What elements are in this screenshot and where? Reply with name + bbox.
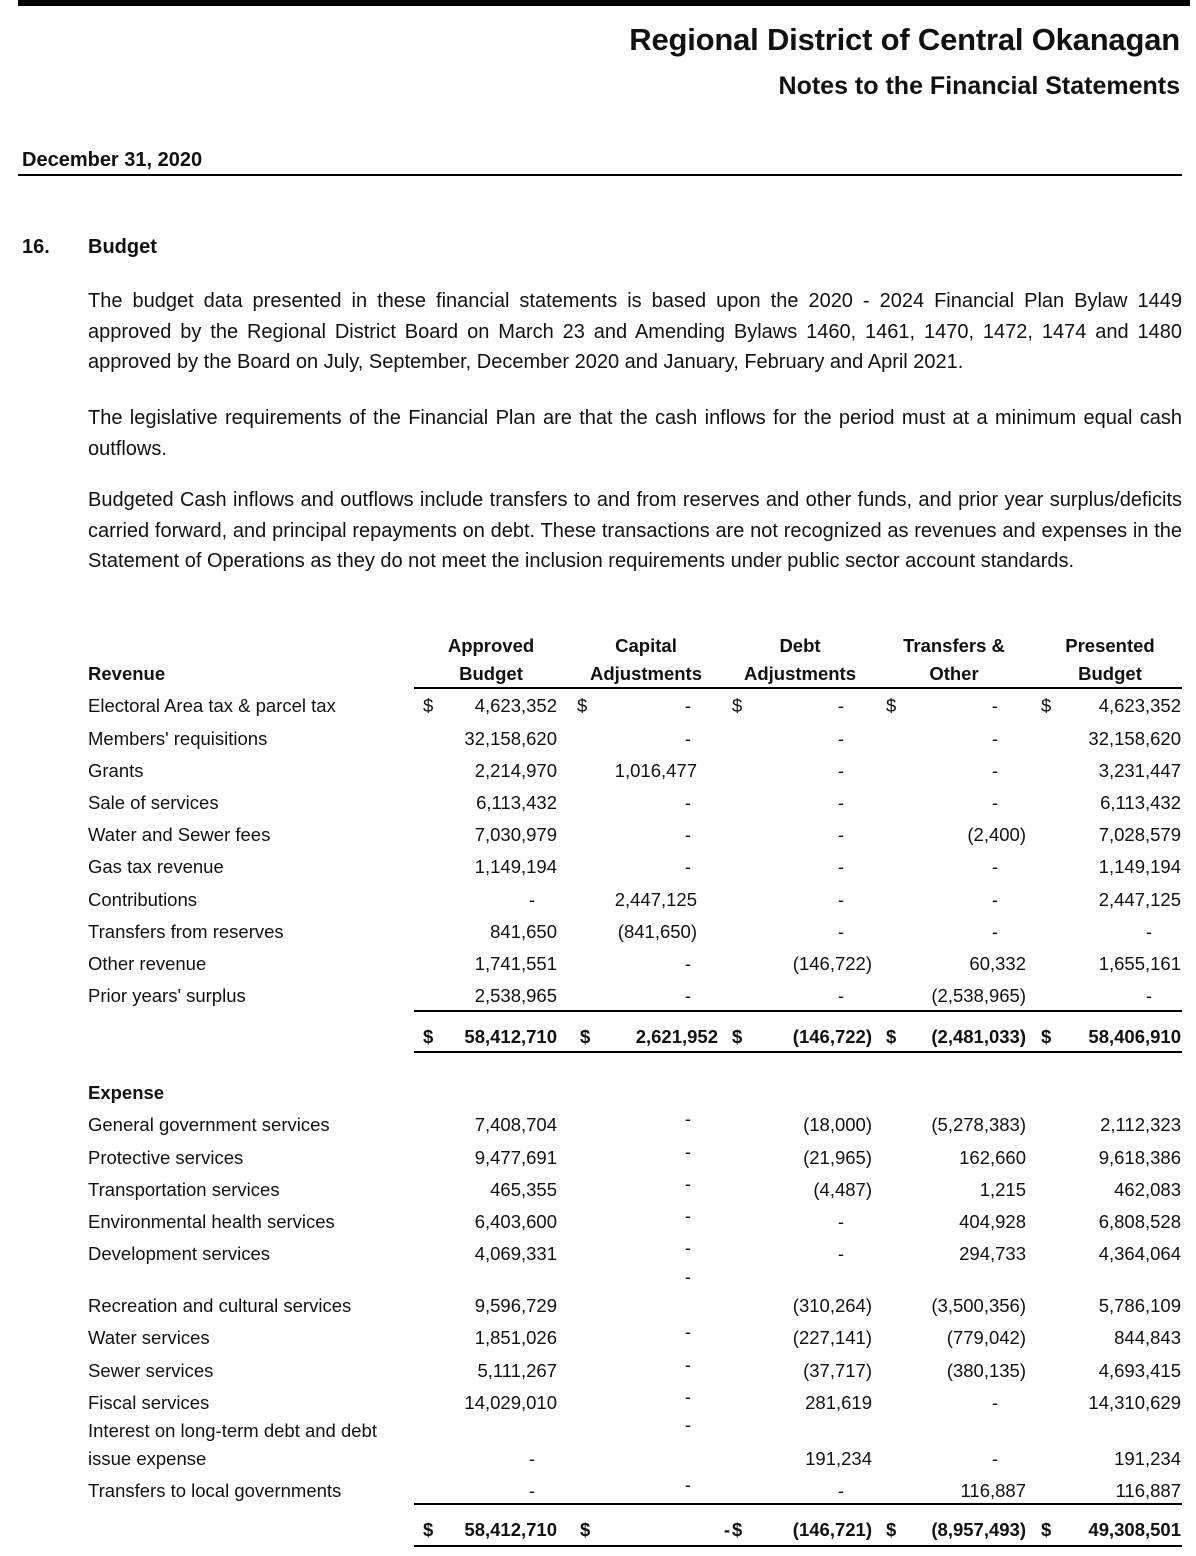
- revenue-total-cell: 2,621,952: [635, 1026, 718, 1047]
- table-cell: (310,264): [792, 1295, 872, 1316]
- table-cell: 14,029,010: [464, 1392, 557, 1413]
- table-cell: 2,112,323: [1100, 1114, 1181, 1135]
- table-cell: 6,808,528: [1098, 1211, 1181, 1232]
- row-label: Protective services: [88, 1147, 244, 1168]
- empty-value-dash: -: [684, 792, 691, 813]
- table-cell: 3,231,447: [1098, 760, 1181, 781]
- expense-total-cell: (146,721): [792, 1519, 872, 1540]
- column-header: Other: [929, 663, 979, 684]
- column-header: Transfers &: [903, 635, 1005, 656]
- row-label: Transportation services: [88, 1179, 280, 1200]
- currency-sign: $: [886, 1519, 897, 1540]
- table-cell: (37,717): [803, 1360, 872, 1381]
- table-cell: (227,141): [792, 1327, 872, 1348]
- table-cell: 841,650: [490, 921, 557, 942]
- empty-value-dash: -: [991, 1392, 998, 1413]
- statement-date: December 31, 2020: [22, 149, 203, 171]
- table-cell: 116,887: [960, 1480, 1026, 1501]
- expense-heading: Expense: [88, 1082, 165, 1103]
- table-cell: 1,655,161: [1098, 953, 1181, 974]
- row-label: Contributions: [88, 889, 198, 910]
- table-cell: 1,149,194: [1098, 856, 1181, 877]
- row-label: Water services: [88, 1327, 210, 1348]
- empty-value-dash: -: [684, 1474, 691, 1495]
- empty-value-dash: -: [837, 889, 844, 910]
- empty-value-dash: -: [837, 1243, 844, 1264]
- expense-total-cell: -: [723, 1519, 730, 1540]
- organization-title: Regional District of Central Okanagan: [629, 22, 1180, 57]
- empty-value-dash: -: [684, 1173, 691, 1194]
- row-label: Transfers from reserves: [88, 921, 284, 942]
- currency-sign: $: [886, 695, 897, 716]
- table-cell: (5,278,383): [931, 1114, 1026, 1135]
- table-cell: 162,660: [959, 1147, 1026, 1168]
- revenue-total-cell: 58,406,910: [1088, 1026, 1181, 1047]
- empty-value-dash: -: [684, 1108, 691, 1129]
- row-label: Members' requisitions: [88, 728, 268, 749]
- table-cell: 4,623,352: [474, 695, 557, 716]
- empty-value-dash: -: [684, 985, 691, 1006]
- row-label: Gas tax revenue: [88, 856, 224, 877]
- empty-value-dash: -: [528, 1480, 535, 1501]
- row-label: Other revenue: [88, 953, 207, 974]
- section-title: Budget: [88, 236, 157, 258]
- empty-value-dash: -: [991, 856, 998, 877]
- table-cell: 1,215: [979, 1179, 1026, 1200]
- table-cell: 9,618,386: [1098, 1147, 1181, 1168]
- table-cell: 404,928: [959, 1211, 1026, 1232]
- currency-sign: $: [732, 695, 743, 716]
- table-cell: 1,149,194: [474, 856, 557, 877]
- table-cell: 4,364,064: [1098, 1243, 1181, 1264]
- expense-total-cell: 58,412,710: [464, 1519, 557, 1540]
- column-header: Budget: [459, 663, 523, 684]
- table-cell: 32,158,620: [1088, 728, 1181, 749]
- currency-sign: $: [423, 1519, 434, 1540]
- table-cell: (3,500,356): [931, 1295, 1026, 1316]
- table-cell: 191,234: [1114, 1448, 1181, 1469]
- table-cell: 844,843: [1114, 1327, 1181, 1348]
- empty-value-dash: -: [991, 1448, 998, 1469]
- table-cell: 7,408,704: [474, 1114, 557, 1135]
- table-cell: 2,447,125: [1098, 889, 1181, 910]
- empty-value-dash: -: [837, 985, 844, 1006]
- empty-value-dash: -: [991, 792, 998, 813]
- empty-value-dash: -: [991, 889, 998, 910]
- table-cell: 6,113,432: [1100, 792, 1181, 813]
- paragraph: The budget data presented in these financial statements is based upon the 2020 - 2024 Financial Plan Bylaw 1449 approved by the Regional District Board on March 23 and Amending Bylaws 1460, 1461, 1470, 1472, 1474 and 1480 approved by the Board on July, September, December 2020 and January, February and April 2021.: [88, 290, 1182, 373]
- empty-value-dash: -: [684, 1354, 691, 1375]
- expense-total-cell: 49,308,501: [1088, 1519, 1181, 1540]
- empty-value-dash: -: [684, 1414, 691, 1435]
- subtotal-rule: [414, 1010, 1182, 1012]
- table-cell: (2,538,965): [931, 985, 1026, 1006]
- currency-sign: $: [886, 1026, 897, 1047]
- column-header: Approved: [447, 635, 535, 656]
- empty-value-dash: -: [684, 824, 691, 845]
- table-cell: 60,332: [969, 953, 1026, 974]
- table-cell: 6,403,600: [474, 1211, 557, 1232]
- table-cell: (2,400): [967, 824, 1026, 845]
- document-subtitle: Notes to the Financial Statements: [778, 72, 1180, 100]
- row-label: Environmental health services: [88, 1211, 335, 1232]
- table-cell: 462,083: [1114, 1179, 1181, 1200]
- currency-sign: $: [580, 1026, 591, 1047]
- table-cell: 294,733: [959, 1243, 1026, 1264]
- empty-value-dash: -: [991, 695, 998, 716]
- section-number: 16.: [22, 236, 50, 258]
- empty-value-dash: -: [684, 728, 691, 749]
- table-cell: 1,851,026: [474, 1327, 557, 1348]
- table-cell: 2,447,125: [614, 889, 697, 910]
- paragraph: Budgeted Cash inflows and outflows include transfers to and from reserves and other funds, and prior year surplus/deficits carried forward, and principal repayments on debt. These transactions are not recognized as revenues and expenses in the Statement of Operations as they do not meet the inclusion requirements under public sector account standards.: [88, 489, 1182, 572]
- row-label: Recreation and cultural services: [88, 1295, 352, 1316]
- table-cell: 9,596,729: [474, 1295, 557, 1316]
- table-cell: 281,619: [805, 1392, 872, 1413]
- revenue-heading: Revenue: [88, 663, 166, 684]
- row-label: Transfers to local governments: [88, 1480, 342, 1501]
- row-label: Sale of services: [88, 792, 219, 813]
- empty-value-dash: -: [837, 1211, 844, 1232]
- currency-sign: $: [577, 695, 588, 716]
- column-header: Budget: [1078, 663, 1142, 684]
- currency-sign: $: [580, 1519, 591, 1540]
- row-label: issue expense: [88, 1448, 207, 1469]
- row-label: Sewer services: [88, 1360, 214, 1381]
- empty-value-dash: -: [684, 1237, 691, 1258]
- column-header: Capital: [615, 635, 677, 656]
- empty-value-dash: -: [837, 824, 844, 845]
- empty-value-dash: -: [837, 1480, 844, 1501]
- table-cell: (18,000): [803, 1114, 872, 1135]
- total-rule: [414, 1545, 1182, 1547]
- empty-value-dash: -: [1145, 921, 1152, 942]
- revenue-total-cell: (146,722): [792, 1026, 872, 1047]
- table-cell: 4,069,331: [474, 1243, 557, 1264]
- table-cell: (380,135): [946, 1360, 1026, 1381]
- table-cell: 1,016,477: [614, 760, 697, 781]
- empty-value-dash: -: [837, 695, 844, 716]
- table-cell: 14,310,629: [1088, 1392, 1181, 1413]
- currency-sign: $: [423, 695, 434, 716]
- empty-value-dash: -: [837, 760, 844, 781]
- table-cell: 116,887: [1115, 1480, 1181, 1501]
- currency-sign: $: [732, 1519, 743, 1540]
- row-label: Water and Sewer fees: [88, 824, 271, 845]
- empty-value-dash: -: [1145, 985, 1152, 1006]
- empty-value-dash: -: [684, 1266, 691, 1287]
- row-label: Fiscal services: [88, 1392, 210, 1413]
- empty-value-dash: -: [991, 921, 998, 942]
- table-cell: 465,355: [490, 1179, 557, 1200]
- row-label: Interest on long-term debt and debt: [88, 1420, 377, 1441]
- table-cell: 9,477,691: [474, 1147, 557, 1168]
- table-cell: (4,487): [813, 1179, 872, 1200]
- empty-value-dash: -: [684, 953, 691, 974]
- total-rule: [414, 1051, 1182, 1053]
- empty-value-dash: -: [837, 792, 844, 813]
- empty-value-dash: -: [684, 1386, 691, 1407]
- column-header: Adjustments: [589, 663, 703, 684]
- table-cell: (21,965): [803, 1147, 872, 1168]
- column-header: Adjustments: [743, 663, 857, 684]
- row-label: Development services: [88, 1243, 270, 1264]
- table-cell: (779,042): [946, 1327, 1026, 1348]
- currency-sign: $: [732, 1026, 743, 1047]
- row-label: Electoral Area tax & parcel tax: [88, 695, 336, 716]
- currency-sign: $: [1041, 695, 1052, 716]
- empty-value-dash: -: [837, 856, 844, 877]
- empty-value-dash: -: [684, 1205, 691, 1226]
- currency-sign: $: [423, 1026, 434, 1047]
- empty-value-dash: -: [684, 695, 691, 716]
- row-label: Prior years' surplus: [88, 985, 246, 1006]
- empty-value-dash: -: [837, 728, 844, 749]
- table-cell: 5,111,267: [477, 1360, 557, 1381]
- table-cell: 5,786,109: [1098, 1295, 1181, 1316]
- empty-value-dash: -: [991, 760, 998, 781]
- table-cell: 2,214,970: [474, 760, 557, 781]
- paragraph: The legislative requirements of the Financial Plan are that the cash inflows for the period must at a minimum equal cash outflows.: [88, 407, 1182, 460]
- empty-value-dash: -: [684, 1141, 691, 1162]
- table-cell: 7,028,579: [1098, 824, 1181, 845]
- table-cell: 32,158,620: [464, 728, 557, 749]
- subtotal-rule: [414, 1503, 1182, 1505]
- column-header: Debt: [779, 635, 821, 656]
- empty-value-dash: -: [837, 921, 844, 942]
- empty-value-dash: -: [528, 1448, 535, 1469]
- header-rule: [414, 687, 1182, 689]
- table-cell: 1,741,551: [474, 953, 557, 974]
- table-cell: 4,693,415: [1098, 1360, 1181, 1381]
- currency-sign: $: [1041, 1026, 1052, 1047]
- empty-value-dash: -: [684, 856, 691, 877]
- table-cell: (841,650): [617, 921, 697, 942]
- row-label: General government services: [88, 1114, 330, 1135]
- table-cell: 7,030,979: [474, 824, 557, 845]
- empty-value-dash: -: [528, 889, 535, 910]
- table-cell: 191,234: [805, 1448, 872, 1469]
- revenue-total-cell: (2,481,033): [931, 1026, 1026, 1047]
- table-cell: 6,113,432: [476, 792, 557, 813]
- empty-value-dash: -: [991, 728, 998, 749]
- row-label: Grants: [88, 760, 144, 781]
- table-cell: 2,538,965: [474, 985, 557, 1006]
- expense-total-cell: (8,957,493): [931, 1519, 1026, 1540]
- revenue-total-cell: 58,412,710: [464, 1026, 557, 1047]
- table-cell: (146,722): [792, 953, 872, 974]
- empty-value-dash: -: [684, 1321, 691, 1342]
- column-header: Presented: [1065, 635, 1155, 656]
- table-cell: 4,623,352: [1098, 695, 1181, 716]
- currency-sign: $: [1041, 1519, 1052, 1540]
